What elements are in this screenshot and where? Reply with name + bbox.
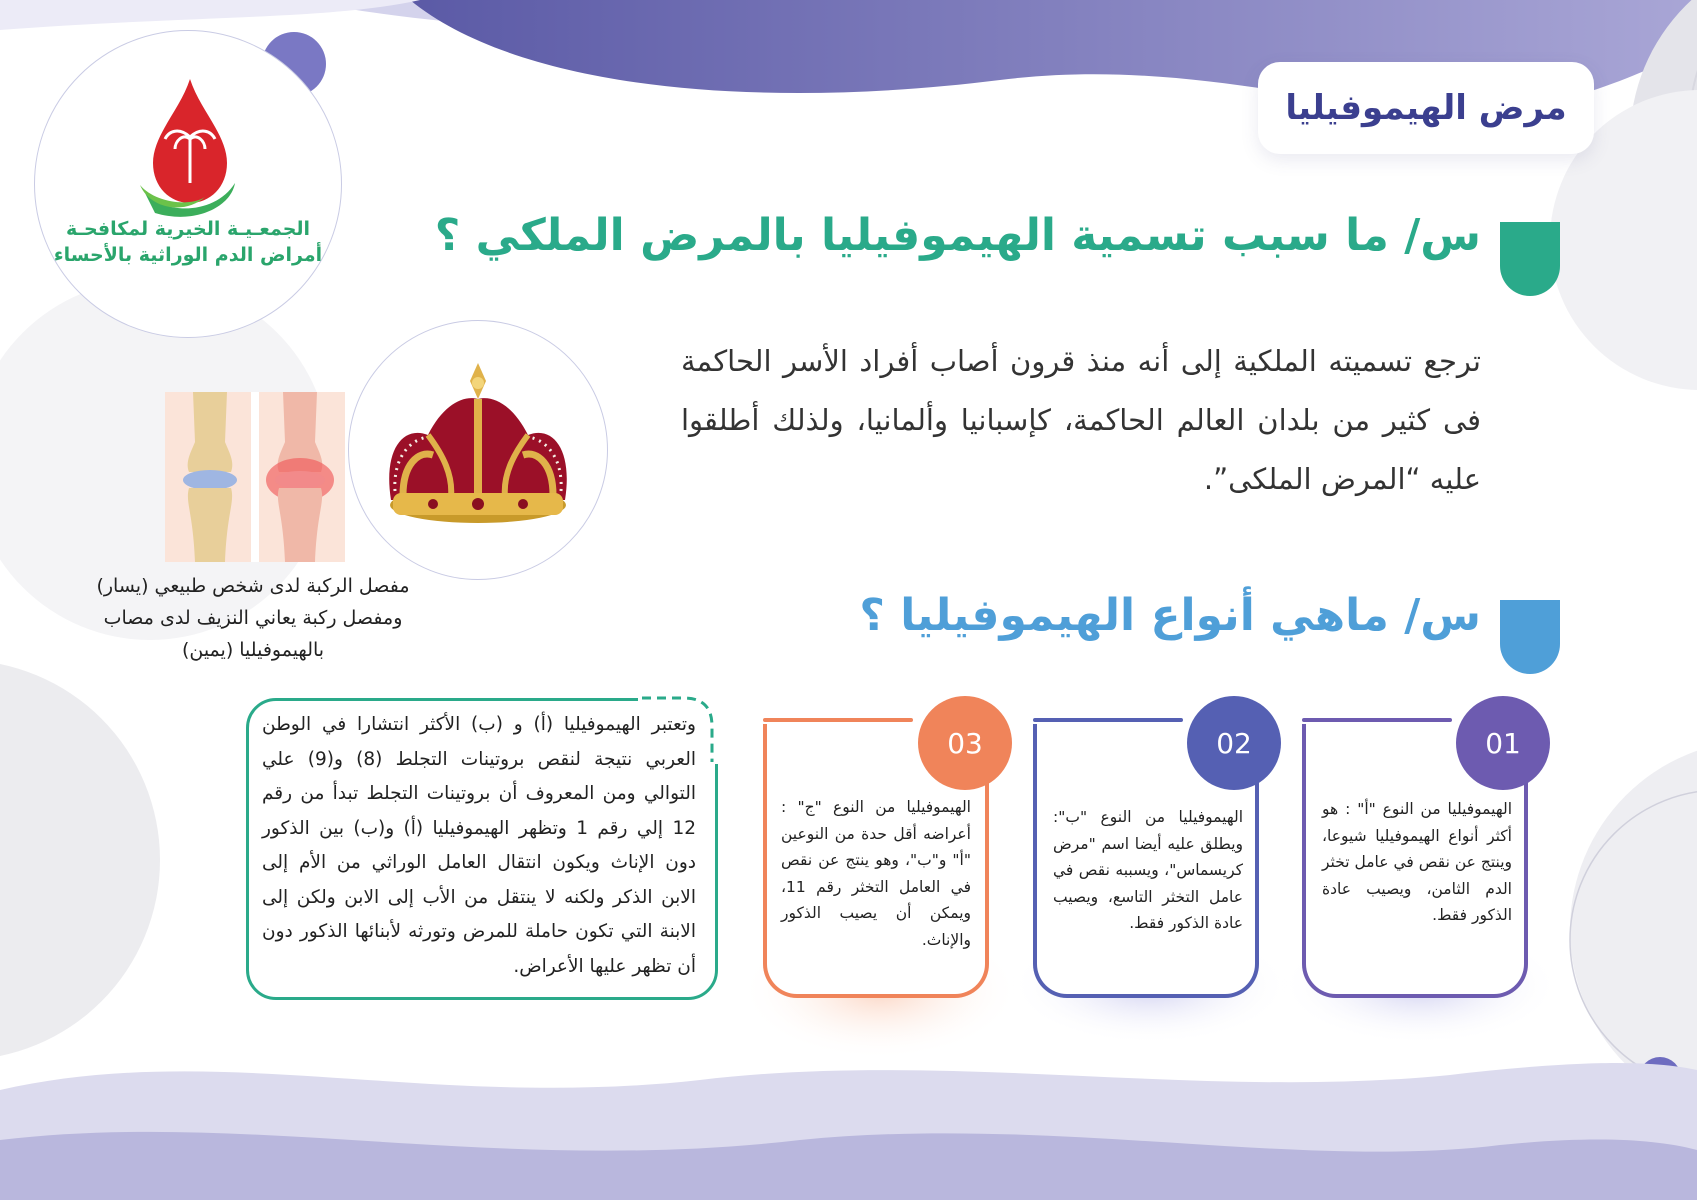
question1-answer: ترجع تسميته الملكية إلى أنه منذ قرون أصاب أفراد الأسر الحاكمة فى كثير من بلدان العالم الحاكمة، كإسبانيا وألمانيا، ولذلك أطلقوا عليه “المرض الملكى”. xyxy=(681,344,1481,496)
type-card-01-text: الهيموفيليا من النوع "أ" : هو أكثر أنواع الهيموفيليا شيوعا، وينتج عن نقص في عامل تخثر الدم الثامن، ويصيب عادة الذكور فقط. xyxy=(1322,800,1512,924)
question1-marker xyxy=(1500,222,1560,296)
crown-circle xyxy=(348,320,608,580)
type-card-03-text: الهيموفيليا من النوع "ج" : أعراضه أقل حدة من النوعين "أ" و"ب"، وهو ينتج عن نقص في العامل التخثر رقم 11، ويمكن أن يصيب الذكور والإناث. xyxy=(781,798,971,949)
type-card-01-number: 01 xyxy=(1456,696,1550,790)
logo-text-line2: أمراض الدم الوراثية بالأحساء xyxy=(53,244,323,266)
knee-joint-image xyxy=(165,392,345,562)
type-card-02-text: الهيموفيليا من النوع "ب": ويطلق عليه أيضا اسم "مرض كريسماس"، ويسببه نقص في عامل التخثر التاسع، ويصيب عادة الذكور فقط. xyxy=(1053,808,1243,932)
crown-icon xyxy=(373,355,583,535)
type-card-02-cap xyxy=(1033,718,1183,722)
type-card-02-number: 02 xyxy=(1187,696,1281,790)
blood-drop-palm-logo-icon xyxy=(135,75,245,225)
page-title: مرض الهيموفيليا xyxy=(1285,88,1567,128)
knee-joint-icon xyxy=(165,392,345,562)
header-tag xyxy=(1258,62,1594,154)
type-card-03-cap xyxy=(763,718,913,722)
type-card-01-cap xyxy=(1302,718,1452,722)
question1-title: س/ ما سبب تسمية الهيموفيليا بالمرض الملكي ؟ xyxy=(434,210,1481,261)
info-text: وتعتبر الهيموفيليا (أ) و (ب) الأكثر انتشارا في الوطن العربي نتيجة لنقص بروتينات التجلط (8) و(9) علي التوالي ومن المعروف أن بروتينات التجلط تبدأ من رقم 12 إلي رقم 1 وتظهر الهيموفيليا (أ) و(ب) بين الذكور دون الإناث ويكون انتقال العامل الوراثي من الأم إلى الابن الذكر ولكنه لا ينتقل من الأب إلى الابن ولكن إلى الابنة التي تكون حاملة للمرض وتورثه لأبنائها الذكور دون أن تظهر عليها الأعراض. xyxy=(262,714,696,977)
type-card-03-number: 03 xyxy=(918,696,1012,790)
logo-circle xyxy=(34,30,342,338)
question2-marker xyxy=(1500,600,1560,674)
logo-text-line1: الجمعـيـة الخيرية لمكافحـة xyxy=(65,218,311,240)
question2-title: س/ ماهي أنواع الهيموفيليا ؟ xyxy=(859,590,1481,641)
knee-caption: مفصل الركبة لدى شخص طبيعي (يسار) ومفصل ركبة يعاني النزيف لدى مصاب بالهيموفيليا (يمين) xyxy=(96,575,410,661)
